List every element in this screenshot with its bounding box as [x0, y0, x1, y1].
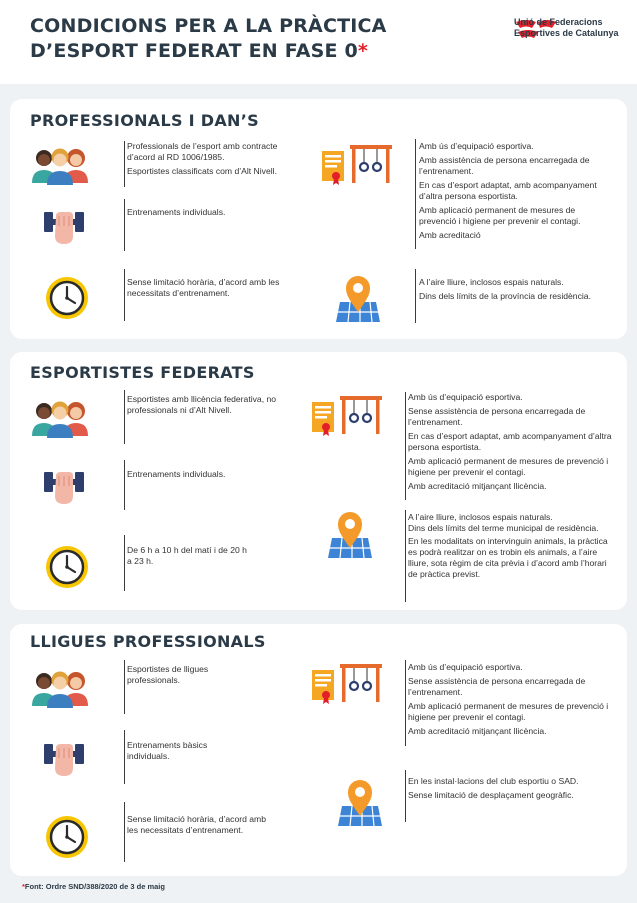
people-text: Esportistes de lligues professionals. [127, 664, 209, 685]
equipment-icon [322, 143, 394, 187]
schedule-text: Sense limitació horària, d’acord amb les necessitats d’entrenament. [127, 814, 266, 835]
people-icon [30, 666, 90, 708]
people-text: Professionals de l’esport amb contracte d’acord al RD 1006/1985. Esportistes classificats com d’Alt Nivell. [127, 141, 278, 176]
location-icon [336, 274, 380, 324]
equipment-icon [312, 394, 384, 438]
schedule-text: Sense limitació horària, d’acord amb les necessitats d’entrenament. [127, 277, 280, 298]
divider [124, 269, 125, 321]
title-line-1: CONDICIONS PER A LA PRÀCTICA [30, 15, 387, 37]
title-asterisk: * [357, 40, 369, 62]
divider [124, 141, 125, 187]
divider [405, 660, 406, 746]
divider [415, 269, 416, 323]
people-text: Esportistes amb llicència federativa, no professionals ni d’Alt Nivell. [127, 394, 277, 415]
divider [124, 535, 125, 591]
equipment-text: Amb ús d’equipació esportiva. Amb assistència de persona encarregada de l’entrenament. En cas d’esport adaptat, amb acompanyament d’altra persona esportista. Amb aplicació permanent de mesures de prevenció i higiene per prevenir el contagi. Amb acreditació [419, 141, 597, 240]
clock-icon [45, 276, 89, 320]
people-icon [30, 143, 90, 185]
footnote-text: Font: Ordre SND/388/2020 de 3 de maig [24, 882, 165, 891]
section-title: PROFESSIONALS I DAN’S [30, 111, 259, 130]
location-icon [338, 778, 382, 828]
location-text: En les instal·lacions del club esportiu o SAD. Sense limitació de desplaçament geogràfic. [408, 776, 579, 800]
people-icon [30, 396, 90, 438]
clock-icon [45, 815, 89, 859]
divider [124, 660, 125, 714]
title-line-2: D’ESPORT FEDERAT EN FASE 0 [30, 40, 358, 62]
logo-text [514, 17, 619, 39]
dumbbell-icon [44, 206, 84, 246]
source-footnote [22, 882, 165, 891]
divider [124, 199, 125, 251]
divider [405, 770, 406, 822]
divider [124, 390, 125, 444]
section-title: LLIGUES PROFESSIONALS [30, 632, 266, 651]
training-text: Entrenaments individuals. [127, 207, 226, 217]
logo-line-1: Unió de Federacions [514, 17, 603, 27]
section-professionals [10, 99, 627, 339]
equipment-icon [312, 662, 384, 706]
logo-line-2: Esportives de Catalunya [514, 28, 619, 38]
schedule-text: De 6 h a 10 h del matí i de 20 h a 23 h. [127, 545, 247, 566]
divider [415, 139, 416, 249]
divider [405, 392, 406, 500]
section-title: ESPORTISTES FEDERATS [30, 363, 255, 382]
dumbbell-icon [44, 738, 84, 778]
equipment-text: Amb ús d’equipació esportiva. Sense assistència de persona encarregada de l’entrenament. En cas d’esport adaptat, amb acompanyament d’altra persona esportista. Amb aplicació permanent de mesures de prevenció i higiene per prevenir el contagi. Amb acreditació mitjançant llicència. [408, 392, 612, 491]
clock-icon [45, 545, 89, 589]
training-text: Entrenaments individuals. [127, 469, 226, 479]
divider [124, 460, 125, 510]
location-icon [328, 510, 372, 560]
divider [124, 730, 125, 784]
page-header [0, 0, 637, 84]
section-federated-athletes [10, 352, 627, 610]
location-text: A l’aire lliure, inclosos espais naturals. Dins dels límits del terme municipal de residència. En les modalitats on intervinguin animals, la pràctica es podrà realitzar on es trobin els animals, a l’aire lliure, sota règim de cita prèvia i d’acord amb l’horari de pràctica previst. [408, 512, 608, 579]
divider [405, 510, 406, 602]
section-professional-leagues [10, 624, 627, 876]
divider [124, 802, 125, 862]
footnote-asterisk: * [22, 882, 25, 891]
dumbbell-icon [44, 466, 84, 506]
equipment-text: Amb ús d’equipació esportiva. Sense assistència de persona encarregada de l’entrenament. Amb aplicació permanent de mesures de prevenció i higiene per prevenir el contagi. Amb acreditació mitjançant llicència. [408, 662, 609, 736]
location-text: A l’aire lliure, inclosos espais naturals. Dins dels límits de la província de residència. [419, 277, 591, 301]
page-title [30, 14, 387, 64]
training-text: Entrenaments bàsics individuals. [127, 740, 208, 761]
